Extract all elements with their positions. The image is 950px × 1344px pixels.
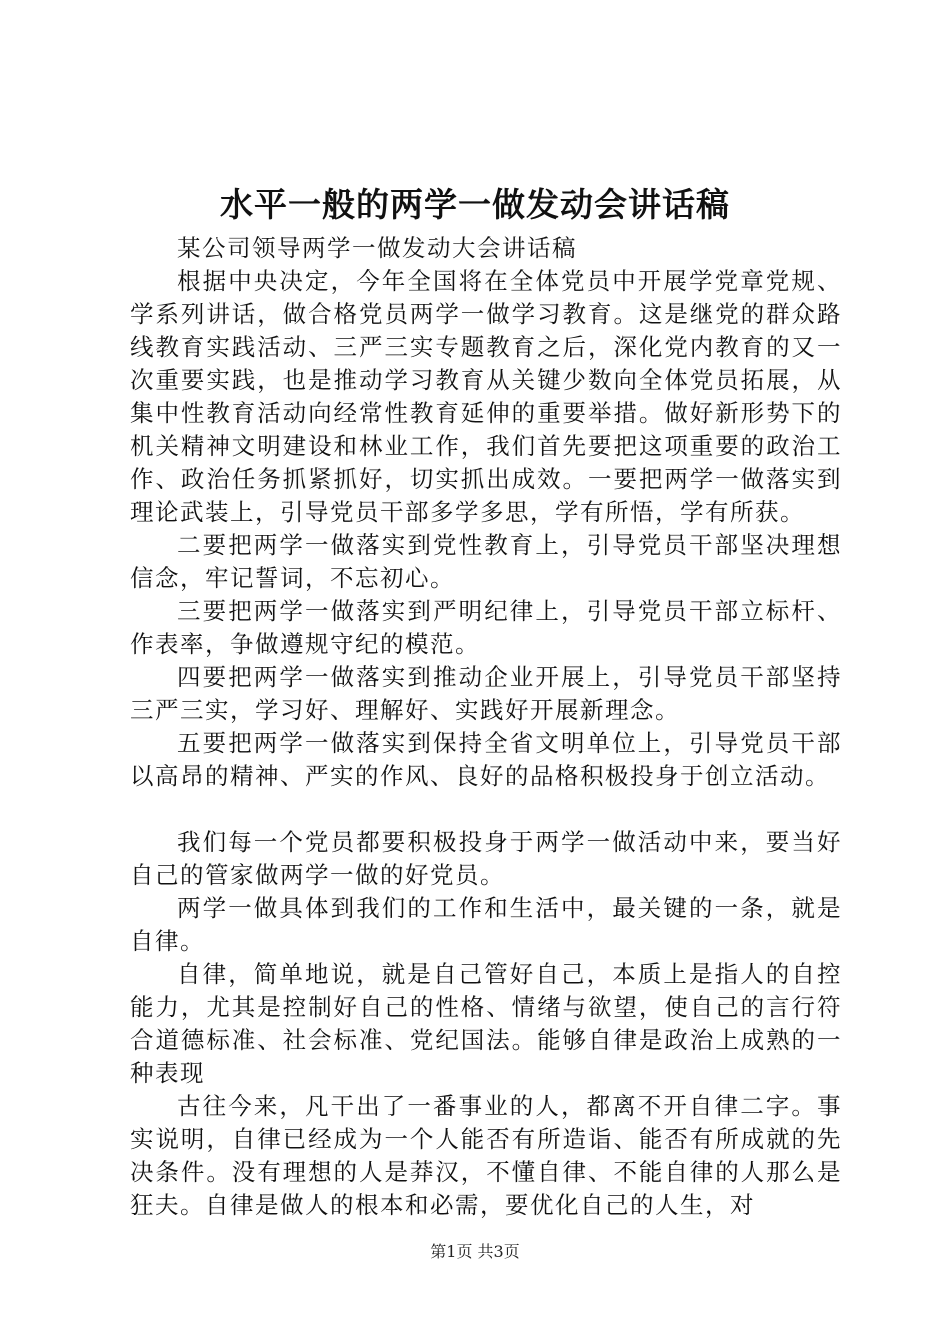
paragraph: 两学一做具体到我们的工作和生活中，最关键的一条，就是自律。	[130, 894, 842, 955]
paragraph: 自律，简单地说，就是自己管好自己，本质上是指人的自控能力，尤其是控制好自己的性格、情绪与欲望，使自己的言行符合道德标准、社会标准、党纪国法。能够自律是政治上成熟的一种表现	[130, 960, 842, 1087]
paragraph: 三要把两学一做落实到严明纪律上，引导党员干部立标杆、作表率，争做遵规守纪的模范。	[130, 597, 842, 658]
document-title: 水平一般的两学一做发动会讲话稿	[220, 185, 730, 224]
paragraph: 五要把两学一做落实到保持全省文明单位上，引导党员干部以高昂的精神、严实的作风、良好的品格积极投身于创立活动。	[130, 729, 842, 790]
paragraph: 二要把两学一做落实到党性教育上，引导党员干部坚决理想信念，牢记誓词，不忘初心。	[130, 531, 842, 592]
blank-line	[130, 793, 842, 826]
paragraph: 我们每一个党员都要积极投身于两学一做活动中来，要当好自己的管家做两学一做的好党员。	[130, 828, 842, 889]
paragraph: 四要把两学一做落实到推动企业开展上，引导党员干部坚持三严三实，学习好、理解好、实践好开展新理念。	[130, 663, 842, 724]
page-footer: 第1页 共3页	[430, 1242, 520, 1261]
paragraph: 古往今来，凡干出了一番事业的人，都离不开自律二字。事实说明，自律已经成为一个人能否有所造诣、能否有所成就的先决条件。没有理想的人是莽汉，不懂自律、不能自律的人那么是狂夫。自律是做人的根本和必需，要优化自己的人生，对	[130, 1092, 842, 1219]
paragraph: 根据中央决定，今年全国将在全体党员中开展学党章党规、学系列讲话，做合格党员两学一做学习教育。这是继党的群众路线教育实践活动、三严三实专题教育之后，深化党内教育的又一次重要实践，也是推动学习教育从关键少数向全体党员拓展，从集中性教育活动向经常性教育延伸的重要举措。做好新形势下的机关精神文明建设和林业工作，我们首先要把这项重要的政治工作、政治任务抓紧抓好，切实抓出成效。一要把两学一做落实到理论武装上，引导党员干部多学多思，学有所悟，学有所获。	[130, 267, 842, 526]
paragraph: 某公司领导两学一做发动大会讲话稿	[177, 234, 577, 262]
document-body	[130, 232, 842, 1222]
